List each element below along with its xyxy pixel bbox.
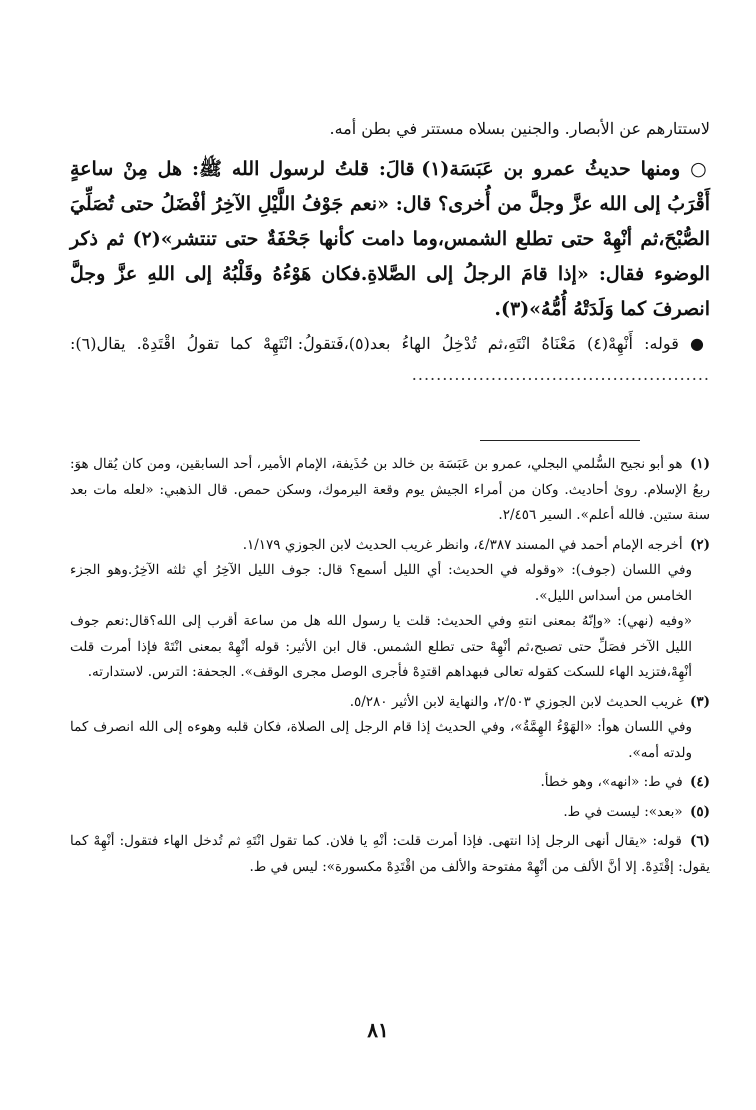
footnote-3 [70,690,710,767]
footnote-text: أخرجه الإمام أحمد في المسند ٤/٣٨٧، وانظر غريب الحديث لابن الجوزي ١/١٧٩. [242,536,683,553]
page-number: ٨١ [367,1018,389,1042]
commentary-paragraph [70,328,710,390]
hollow-circle-icon: ○ [690,158,710,180]
hadith-paragraph [70,152,710,327]
footnote-text: هو أبو نجيح السُّلمي البجلي، عمرو بن عَبَسَة بن خالد بن حُذَيفة، الإمام الأمير، أحد السابقين، ومن كان يُقال هوَ: ربعُ الإسلام. روىٰ أحاديث. وكان من أمراء الجيش يوم وقعة اليرموك، وسكن حمص. قال الذهبي: «لعله مات بعد سنة ستين. فالله أعلم». السير ٢/٤٥٦. [70,456,710,523]
footnote-number: (٥) [689,803,710,820]
footnote-separator [480,440,640,441]
footnote-1 [70,452,710,529]
intro-line: لاستتارهم عن الأبصار. والجنين بسلاه مستتر في بطن أمه. [329,119,710,138]
footnote-5 [70,800,710,826]
filled-circle-icon: ● [689,334,710,353]
dotted-leader: ................................................. [411,365,710,384]
commentary-text: قوله: أَنْهِهْ(٤) مَعْنَاهُ انْتَهِ،ثم تُدْخِلُ الهاءُ بعد(٥)،فَتقولُ: انْتَهِهْ كما تقولُ اقْتَدِهْ. يقال(٦): [70,334,679,353]
footnote-number: (٦) [689,833,710,849]
footnote-text: قوله: «يقال أنهى الرجل إذا انتهى. فإذا أمرت قلت: أنْهِ يا فلان. كما تقول انْتَهِ ثم تُدخل الهاء فتقول: أنْهِهْ كما يقول: إقْتَدِهْ. إلا أنَّ الألف من أنْهِهْ مفتوحة والألف من اقْتَدِهْ مكسورة»: ليس في ط. [70,833,710,875]
footnote-text: وفي اللسان (جوف): «وقوله في الحديث: أي الليل أسمع؟ قال: جوف الليل الآخِرُ أي ثلثه الآخِرُ.وهو الجزء الخامس من أسداس الليل». [70,562,692,604]
footnote-number: (٢) [689,536,710,553]
hadith-text: ومنها حديثُ عمرو بن عَبَسَة(١) قالَ: قلتُ لرسول الله ﷺ: هل مِنْ ساعةٍ أَقْرَبُ إلى الله عزَّ وجلَّ من أُخرى؟ قال: «نعم جَوْفُ اللَّيْلِ الآخِرُ أفْضَلُ حتى تُصَلِّيَ الصُّبْحَ،ثم أنْهِهْ حتى تطلع الشمس،وما دامت كأنها جَحْفَةٌ حتى تنتشر»(٢) ثم ذكر الوضوء فقال: «إذا قامَ الرجلُ إلى الصَّلاةِ.فكان هَوْءُهُ وقَلْبُهُ إلى اللهِ عزَّ وجلَّ انصرفَ كما وَلَدَتْهُ أُمُّهُ»(٣). [70,158,710,320]
footnote-4 [70,770,710,796]
footnotes [70,452,710,884]
footnote-text: في ط: «انهه»، وهو خطأ. [540,774,683,790]
footnote-6 [70,829,710,880]
footnote-text: غريب الحديث لابن الجوزي ٢/٥٠٣، والنهاية لابن الأثير ٥/٢٨٠. [349,693,683,710]
footnote-text: «بعد»: ليست في ط. [563,803,683,820]
footnote-number: (١) [689,456,710,472]
footnote-2 [70,533,710,686]
footnote-text: وفي اللسان هوأ: «الهَوْءُ الهِمَّةُ»، وفي الحديث إذا قام الرجل إلى الصلاة، فكان قلبه وهوءه إلى الله انصرف كما ولدته أمه». [70,719,692,761]
footnote-text: «وفيه (نهي): «وإنّهُ بمعنى انتهِ وفي الحديث: قلت يا رسول الله هل من ساعة أقرب إلى الله؟قال:نعم جوف الليل الآخر فصَلِّ حتى تصبح،ثم أنْهِهْ حتى تطلع الشمس. قال ابن الأثير: قوله أنْهِهْ بمعنى انْتَهْ فإذا أمرت قلت أنْهِهْ،فتزيد الهاء للسكت كقوله تعالى فبهداهم اقتدِهْ فأجرى الوصل مجرى الوقف». الجحفة: الترس. لاستدارته. [70,613,692,680]
footnote-number: (٣) [689,693,710,710]
footnote-number: (٤) [689,774,710,790]
